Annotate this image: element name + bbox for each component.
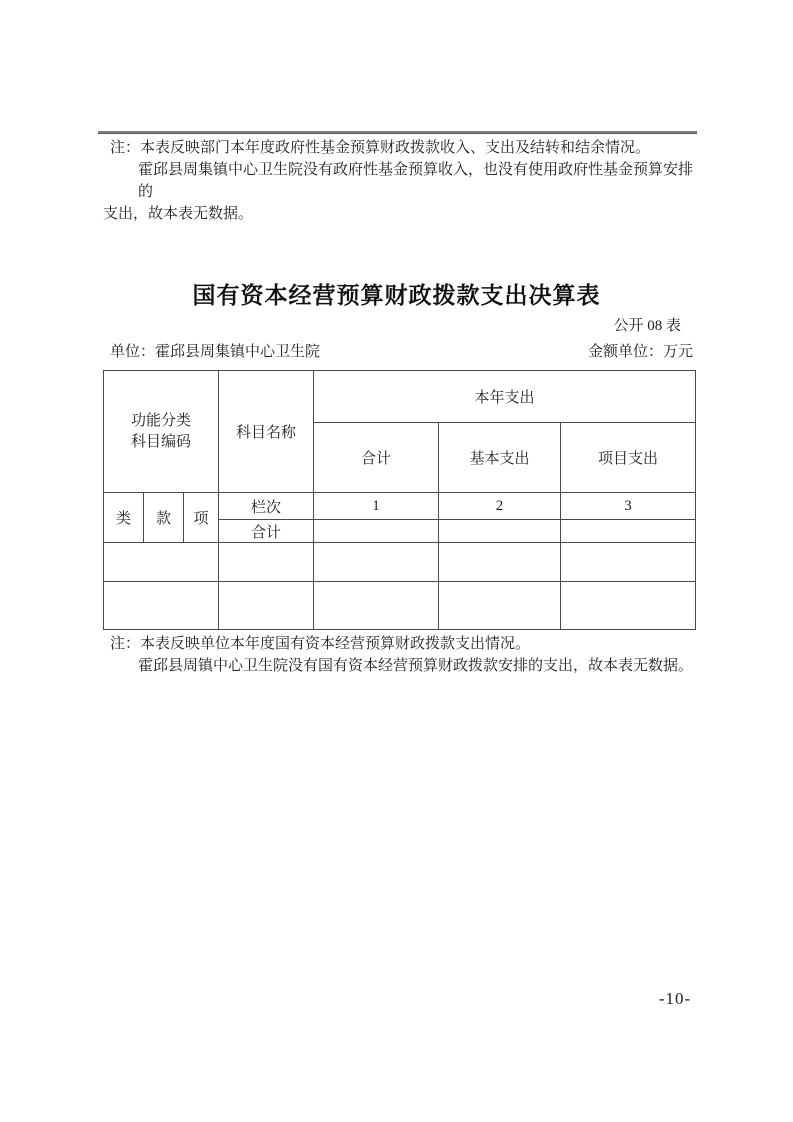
note-line: 注：本表反映单位本年度国有资本经营预算财政拨款支出情况。 (110, 636, 531, 652)
header-subject-name: 科目名称 (219, 371, 314, 493)
header-functional-code-line2: 科目编码 (131, 433, 192, 450)
previous-table-bottom-rule (98, 131, 697, 134)
column-number: 3 (561, 493, 696, 520)
column-number: 1 (314, 493, 439, 520)
gov-fund-note (103, 137, 703, 225)
column-index-row (104, 493, 696, 520)
header-project-expenditure: 项目支出 (561, 423, 696, 493)
empty-cell (561, 582, 696, 630)
amount-unit-label: 金额单位：万元 (587, 344, 693, 360)
note-line: 霍邱县周集镇中心卫生院没有政府性基金预算收入，也没有使用政府性基金预算安排的 (138, 162, 694, 200)
header-functional-code (104, 371, 219, 493)
total-value-cell (561, 520, 696, 543)
note-line: 注：本表反映部门本年度政府性基金预算财政拨款收入、支出及结转和结余情况。 (110, 140, 651, 156)
empty-cell (314, 582, 439, 630)
unit-label: 单位：霍邱县周集镇中心卫生院 (110, 344, 321, 360)
note-line: 支出，故本表无数据。 (103, 206, 254, 222)
state-capital-note (103, 633, 703, 677)
state-capital-expenditure-table (103, 370, 696, 630)
table-row (104, 582, 696, 630)
header-item: 项 (184, 493, 219, 543)
header-functional-code-line1: 功能分类 (131, 412, 192, 429)
empty-cell (219, 543, 314, 582)
table-row (104, 543, 696, 582)
table-header-row-1 (104, 371, 696, 423)
table-code-label: 公开 08 表 (613, 318, 681, 334)
column-number: 2 (439, 493, 561, 520)
column-index-label: 栏次 (219, 493, 314, 520)
empty-code-cell (104, 582, 219, 630)
empty-cell (439, 582, 561, 630)
page-number: -10- (658, 989, 692, 1008)
total-value-cell (439, 520, 561, 543)
empty-cell (439, 543, 561, 582)
note-line: 霍邱县周镇中心卫生院没有国有资本经营预算财政拨款安排的支出，故本表无数据。 (138, 658, 694, 674)
header-basic-expenditure: 基本支出 (439, 423, 561, 493)
header-category: 类 (104, 493, 144, 543)
empty-cell (314, 543, 439, 582)
report-title: 国有资本经营预算财政拨款支出决算表 (192, 283, 601, 308)
empty-cell (561, 543, 696, 582)
total-row-label: 合计 (219, 520, 314, 543)
header-total: 合计 (314, 423, 439, 493)
empty-cell (219, 582, 314, 630)
total-value-cell (314, 520, 439, 543)
empty-code-cell (104, 543, 219, 582)
header-current-year-expenditure: 本年支出 (314, 371, 696, 423)
header-section: 款 (144, 493, 184, 543)
